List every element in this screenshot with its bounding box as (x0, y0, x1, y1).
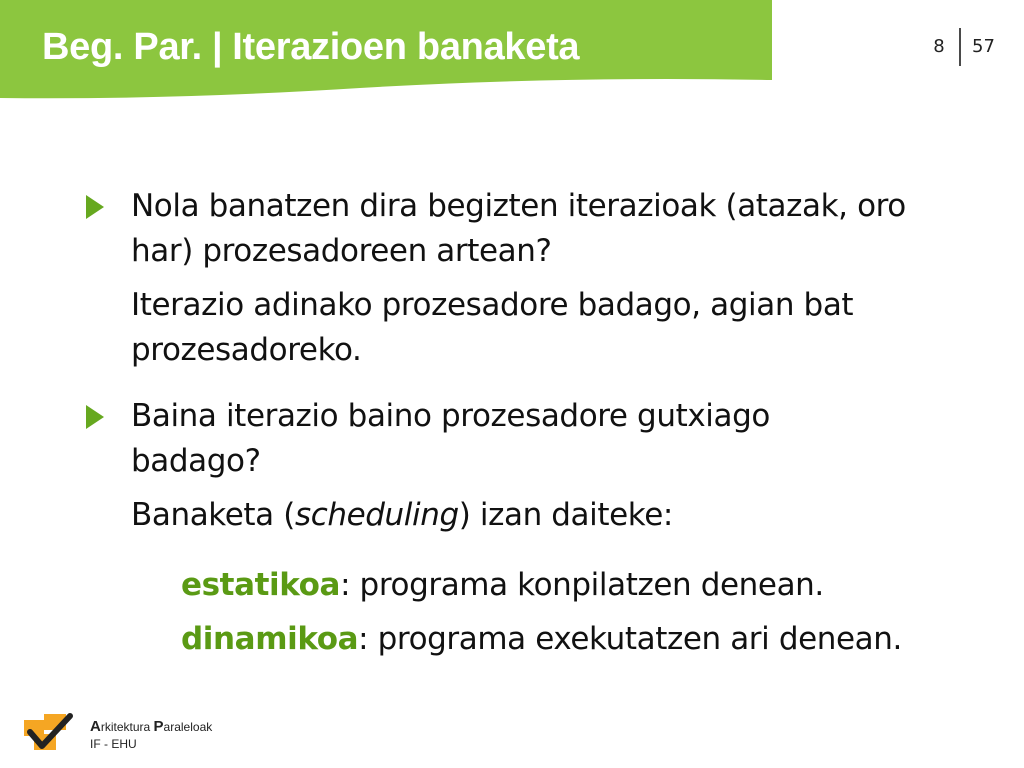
title-topic: Iterazioen banaketa (232, 26, 580, 68)
checkmark-logo-icon (24, 712, 74, 752)
bullet1-para-line1: Iterazio adinako prozesadore badago, agian bat (131, 287, 854, 323)
title-separator: | (211, 26, 223, 68)
bullet2-para-prefix: Banaketa ( (131, 497, 295, 533)
bullet2-para (131, 497, 673, 533)
bullet2-para-italic: scheduling (294, 497, 459, 533)
footer-cap-a: A (90, 718, 101, 735)
bullet2-line1: Baina iterazio baino prozesadore gutxiago (131, 398, 770, 434)
bullet1-para-line2: prozesadoreko. (131, 332, 362, 368)
title-course: Beg. Par. (42, 26, 202, 68)
item-dynamic (181, 621, 902, 657)
footer-course-name (90, 718, 212, 736)
bullet-arrow-icon (86, 405, 104, 429)
footer-faculty: IF - EHU (90, 737, 137, 751)
footer-cap-p: P (153, 718, 164, 735)
item-dynamic-keyword: dinamikoa (181, 621, 359, 657)
bullet1-line1: Nola banatzen dira begizten iterazioak (atazak, oro (131, 188, 906, 224)
bullet-arrow-icon (86, 195, 104, 219)
bullet1-line2: har) prozesadoreen artean? (131, 233, 552, 269)
bullet2-para-suffix: ) izan daiteke: (458, 497, 673, 533)
item-static-text: : programa konpilatzen denean. (340, 567, 824, 603)
bullet2-line2: badago? (131, 443, 261, 479)
footer-institution (90, 718, 212, 753)
item-static-keyword: estatikoa (181, 567, 341, 603)
item-dynamic-text: : programa exekutatzen ari denean. (358, 621, 902, 657)
item-static (181, 567, 824, 603)
footer-word-p-rest: araleloak (163, 720, 213, 734)
page-total: 57 (972, 36, 995, 57)
page-current: 8 (933, 36, 945, 57)
footer-word-a-rest: rkitektura (100, 720, 154, 734)
